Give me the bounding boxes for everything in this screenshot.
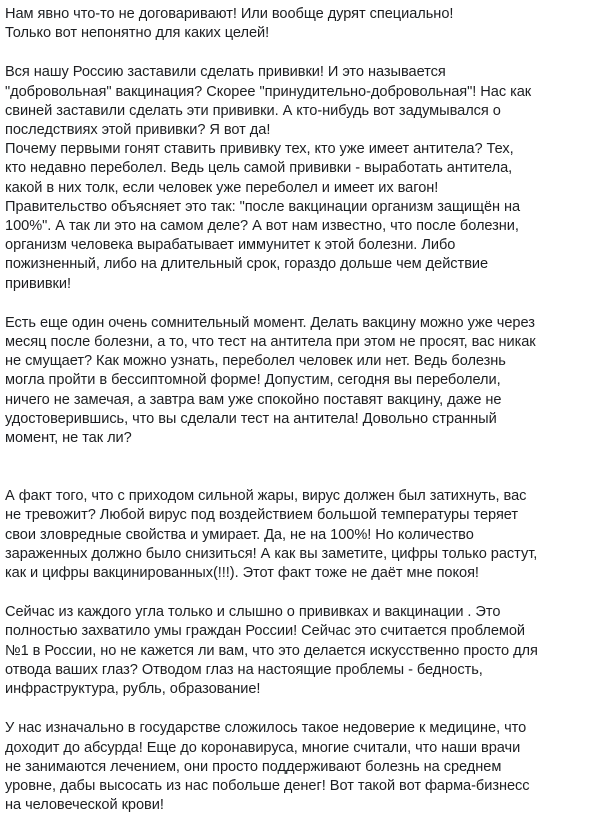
text-line: ничего не замечая, а завтра вам уже спокойно поставят вакцину, даже не: [5, 391, 502, 408]
text-line: Вся нашу Россию заставили сделать прививки! И это называется: [5, 64, 446, 81]
text-line: Сейчас из каждого угла только и слышно о прививках и вакцинации . Это: [5, 604, 501, 621]
text-line: Только вот непонятно для каких целей!: [5, 25, 270, 42]
paragraph-4: [5, 487, 591, 583]
text-line: на человеческой крови!: [5, 797, 164, 814]
text-line: Почему первыми гонят ставить прививку тех, кто уже имеет антитела? Тех,: [5, 141, 514, 158]
paragraph-spacer: [5, 294, 591, 314]
text-line: пожизненный, либо на длительный срок, гораздо дольше чем действие: [5, 256, 489, 273]
paragraph-3: [5, 314, 591, 448]
text-line: инфраструктура, рубль, образование!: [5, 681, 261, 698]
text-line: А факт того, что с приходом сильной жары, вирус должен был затихнуть, вас: [5, 488, 527, 505]
text-line: Есть еще один очень сомнительный момент. Делать вакцину можно уже через: [5, 314, 535, 331]
paragraph-spacer: [5, 448, 591, 487]
text-line: не смущает? Как можно узнать, переболел человек или нет. Ведь болезнь: [5, 353, 506, 370]
text-line: полностью захватило умы граждан России! Сейчас это считается проблемой: [5, 623, 526, 640]
text-line: №1 в России, но не кажется ли вам, что это делается искусственно просто для: [5, 642, 538, 659]
text-line: свиней заставили сделать эти прививки. А кто-нибудь вот задумывался о: [5, 102, 501, 119]
text-line: свои зловредные свойства и умирает. Да, не на 100%! Но количество: [5, 526, 474, 543]
text-line: кто недавно переболел. Ведь цель самой прививки - выработать антитела,: [5, 160, 513, 177]
text-line: зараженных должно было снизиться! А как вы заметите, цифры только растут,: [5, 545, 538, 562]
text-line: удостоверившись, что вы сделали тест на антитела! Довольно странный: [5, 410, 497, 427]
text-line: "добровольная" вакцинация? Скорее "принудительно-добровольная"! Нас как: [5, 83, 532, 100]
text-line: Правительство объясняет это так: "после вакцинации организм защищён на: [5, 198, 521, 215]
text-line: Нам явно что-то не договаривают! Или вообще дурят специально!: [5, 6, 454, 22]
text-line: могла пройти в бессиптомной форме! Допустим, сегодня вы переболели,: [5, 372, 501, 389]
paragraph-6: [5, 719, 591, 815]
text-line: последствиях этой прививки? Я вот да!: [5, 122, 271, 139]
text-line: какой в них толк, если человек уже переболел и имеет их вагон!: [5, 179, 439, 196]
paragraph-spacer: [5, 43, 591, 63]
text-line: уровне, дабы высосать из нас побольше денег! Вот такой вот фарма-бизнесс: [5, 777, 530, 794]
paragraph-spacer: [5, 583, 591, 603]
text-line: 100%". А так ли это на самом деле? А вот нам известно, что после болезни,: [5, 218, 519, 235]
text-line: доходит до абсурда! Еще до коронавируса, многие считали, что наши врачи: [5, 739, 521, 756]
paragraph-spacer: [5, 699, 591, 719]
paragraph-1: [5, 5, 591, 43]
text-line: момент, не так ли?: [5, 430, 132, 447]
text-line: как и цифры вакцинированных(!!!). Этот факт тоже не даёт мне покоя!: [5, 565, 479, 582]
text-line: организм человека вырабатывает иммунитет к этой болезни. Либо: [5, 237, 456, 254]
text-line: месяц после болезни, а то, что тест на антитела при этом не просят, вас никак: [5, 334, 536, 351]
text-line: прививки!: [5, 275, 71, 292]
text-line: не занимаются лечением, они просто поддерживают болезнь на среднем: [5, 758, 502, 775]
text-line: У нас изначально в государстве сложилось такое недоверие к медицине, что: [5, 720, 527, 737]
text-line: не тревожит? Любой вирус под воздействием большой температуры теряет: [5, 507, 519, 524]
text-line: отвода ваших глаз? Отводом глаз на настоящие проблемы - бедность,: [5, 661, 483, 678]
paragraph-5: [5, 603, 591, 699]
paragraph-2: [5, 63, 591, 293]
